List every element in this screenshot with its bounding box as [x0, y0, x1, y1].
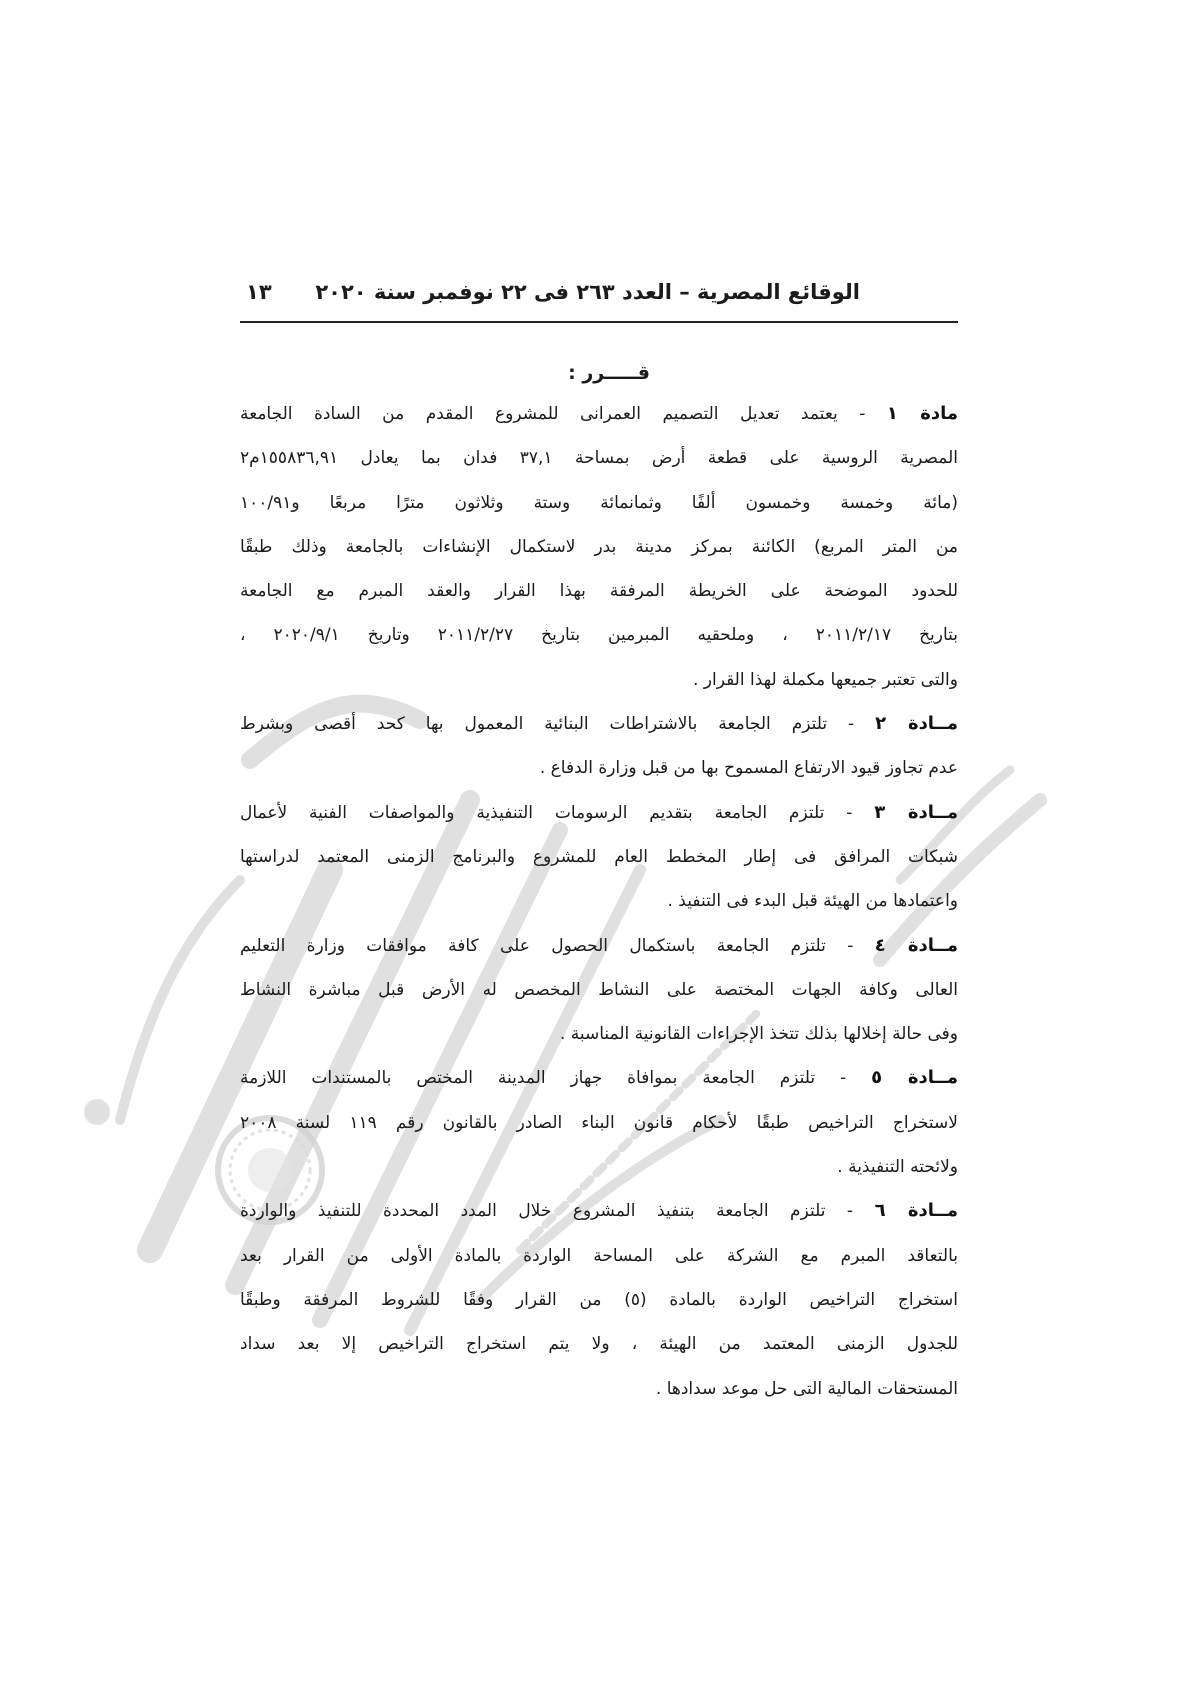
- article-6-line-1: [240, 1189, 958, 1233]
- page-number: ١٣: [246, 280, 272, 304]
- article-1-line-7: والتى تعتبر جميعها مكملة لهذا القرار .: [692, 669, 958, 690]
- header-divider: [240, 321, 958, 323]
- article-5-text: - تلتزم الجامعة بموافاة جهاز المدينة المختص بالمستندات اللازمة: [240, 1068, 847, 1089]
- article-1-text: - يعتمد تعديل التصميم العمرانى للمشروع المقدم من السادة الجامعة: [240, 404, 866, 424]
- article-1-line-4: من المتر المربع) الكائنة بمركز مدينة بدر لاستكمال الإنشاءات بالجامعة وذلك طبقًا: [240, 536, 958, 557]
- article-3-line-1: [240, 791, 958, 835]
- article-4-line-2: العالى وكافة الجهات المختصة على النشاط المخصص له الأرض قبل مباشرة النشاط: [240, 979, 958, 1000]
- article-6-line-3: استخراج التراخيص الواردة بالمادة (٥) من القرار وفقًا للشروط المرفقة وطبقًا: [240, 1289, 958, 1310]
- article-4-label: مــادة ٤: [874, 934, 958, 956]
- article-1-line-2: المصرية الروسية على قطعة أرض بمساحة ٣٧,١ فدان بما يعادل ١٥٥٨٣٦,٩١م٢: [240, 448, 958, 469]
- article-1-line-1: [240, 392, 958, 436]
- decree-body: [240, 392, 958, 1411]
- article-3-text: - تلتزم الجامعة بتقديم الرسومات التنفيذية والمواصفات الفنية لأعمال: [240, 802, 853, 823]
- decision-title: قـــــرر :: [568, 362, 650, 384]
- article-4-text: - تلتزم الجامعة باستكمال الحصول على كافة موافقات وزارة التعليم: [240, 935, 854, 956]
- article-1-line-6: بتاريخ ٢٠١١/٢/١٧ ، وملحقيه المبرمين بتاريخ ٢٠١١/٢/٢٧ وتاريخ ٢٠٢٠/٩/١ ،: [240, 625, 958, 646]
- article-3-line-2: شبكات المرافق فى إطار المخطط العام للمشروع والبرنامج الزمنى المعتمد لدراستها: [240, 846, 958, 867]
- article-6-line-5: المستحقات المالية التى حل موعد سدادها .: [655, 1378, 958, 1399]
- article-4-line-3: وفى حالة إخلالها بذلك تتخذ الإجراءات القانونية المناسبة .: [559, 1024, 958, 1045]
- article-1-line-3: (مائة وخمسة وخمسون ألفًا وثمانمائة وستة وثلاثون مترًا مربعًا و١٠٠/٩١: [240, 492, 958, 513]
- article-1-label: مادة ١: [886, 403, 958, 424]
- article-5-line-3: ولائحته التنفيذية .: [837, 1157, 958, 1178]
- article-6-text: - تلتزم الجامعة بتنفيذ المشروع خلال المدد المحددة للتنفيذ والواردة: [240, 1201, 854, 1222]
- article-1-line-5: للحدود الموضحة على الخريطة المرفقة بهذا القرار والعقد المبرم مع الجامعة: [240, 581, 958, 602]
- gazette-header-title: الوقائع المصرية – العدد ٢٦٣ فى ٢٢ نوفمبر سنة ٢٠٢٠: [315, 280, 860, 304]
- article-5-label: مــادة ٥: [871, 1067, 958, 1089]
- article-6-line-4: للجدول الزمنى المعتمد من الهيئة ، ولا يتم استخراج التراخيص إلا بعد سداد: [240, 1334, 958, 1355]
- article-5-line-2: لاستخراج التراخيص طبقًا لأحكام قانون البناء الصادر بالقانون رقم ١١٩ لسنة ٢٠٠٨: [240, 1112, 958, 1133]
- article-2-line-1: [240, 702, 958, 746]
- article-4-line-1: [240, 924, 958, 968]
- article-6-label: مــادة ٦: [874, 1200, 958, 1222]
- article-3-label: مــادة ٣: [874, 801, 958, 823]
- article-2-line-2: عدم تجاوز قيود الارتفاع المسموح بها من قبل وزارة الدفاع .: [539, 758, 958, 779]
- article-5-line-1: [240, 1056, 958, 1100]
- article-2-text: - تلتزم الجامعة بالاشتراطات البنائية المعمول بها كحد أقصى وبشرط: [240, 714, 855, 735]
- article-2-label: مــادة ٢: [875, 713, 958, 735]
- article-6-line-2: بالتعاقد المبرم مع الشركة على المساحة الواردة بالمادة الأولى من القرار بعد: [240, 1245, 958, 1266]
- article-3-line-3: واعتمادها من الهيئة قبل البدء فى التنفيذ .: [667, 891, 958, 912]
